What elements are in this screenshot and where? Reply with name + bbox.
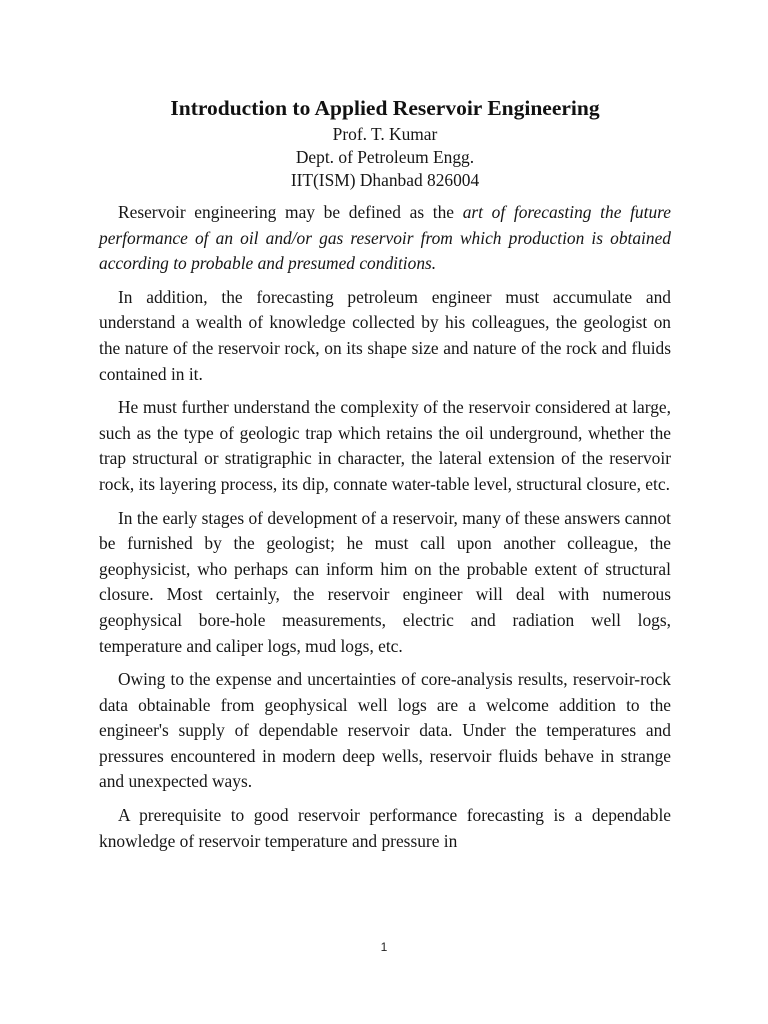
paragraph-definition-emphasis: art of forecasting the future performance of an oil and/or gas reservoir from which production is obtained according to probable and presumed conditions. <box>99 202 671 274</box>
page-number: 1 <box>380 940 388 954</box>
author-name: Prof. T. Kumar <box>332 124 438 144</box>
institution-name: IIT(ISM) Dhanbad 826004 <box>290 170 480 190</box>
paragraph-prerequisite: A prerequisite to good reservoir performance forecasting is a dependable knowledge of reservoir temperature and pressure in <box>99 805 671 851</box>
department-name: Dept. of Petroleum Engg. <box>295 147 475 167</box>
paragraph-definition <box>99 200 671 277</box>
paragraph-complexity: He must further understand the complexity of the reservoir considered at large, such as the type of geologic trap which retains the oil underground, whether the trap structural or stratigraphic in character, the lateral extension of the reservoir rock, its layering process, its dip, connate water-table level, structural closure, etc. <box>99 397 671 494</box>
document-title: Introduction to Applied Reservoir Engineering <box>170 96 600 120</box>
paragraph-early-stages: In the early stages of development of a reservoir, many of these answers cannot be furnished by the geologist; he must call upon another colleague, the geophysicist, who perhaps can inform him on the probable extent of structural closure. Most certainly, the reservoir engineer will deal with numerous geophysical bore-hole measurements, electric and radiation well logs, temperature and caliper logs, mud logs, etc. <box>99 507 671 656</box>
paragraph-core-analysis: Owing to the expense and uncertainties of core-analysis results, reservoir-rock data obtainable from geophysical well logs are a welcome addition to the engineer's supply of dependable reservoir data. Under the temperatures and pressures encountered in modern deep wells, reservoir fluids behave in strange and unexpected ways. <box>99 669 671 792</box>
document-page <box>99 93 671 862</box>
paragraph-definition-lead: Reservoir engineering may be defined as the <box>118 202 463 222</box>
paragraph-knowledge: In addition, the forecasting petroleum engineer must accumulate and understand a wealth of knowledge collected by his colleagues, the geologist on the nature of the reservoir rock, on its shape size and nature of the rock and fluids contained in it. <box>99 286 671 384</box>
